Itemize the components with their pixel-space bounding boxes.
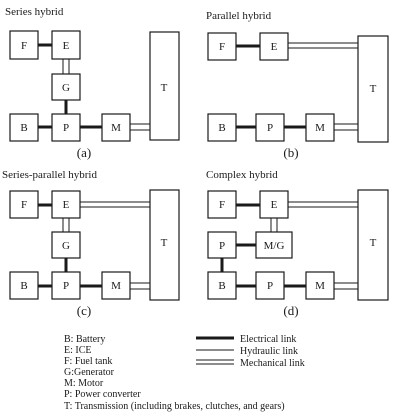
panel-a-title: Series hybrid — [5, 6, 64, 18]
panel-a-caption: (a) — [76, 145, 92, 160]
panel-series-parallel-hybrid — [2, 169, 179, 318]
svg-text:F: F — [218, 41, 226, 53]
panel-d-title: Complex hybrid — [206, 169, 278, 181]
svg-text:M: M — [315, 280, 325, 292]
legend-abbrev: T: Transmission (including brakes, clutches, and gears) — [64, 401, 285, 412]
svg-text:P: P — [218, 240, 226, 252]
svg-text:M: M — [111, 122, 121, 134]
panel-parallel-hybrid — [206, 10, 388, 160]
legend-link-label: Mechanical link — [240, 358, 305, 369]
panel-c-caption: (c) — [76, 303, 92, 318]
svg-text:F: F — [20, 199, 28, 211]
panel-series-hybrid — [5, 6, 179, 160]
legend-abbrev: E: ICE — [64, 345, 92, 356]
panel-complex-hybrid — [206, 169, 388, 318]
panel-b-title: Parallel hybrid — [206, 10, 272, 22]
panel-b-caption: (b) — [283, 145, 299, 160]
svg-text:B: B — [218, 122, 226, 134]
svg-text:B: B — [218, 280, 226, 292]
panel-c-title: Series-parallel hybrid — [2, 169, 97, 181]
svg-text:P: P — [266, 280, 274, 292]
svg-text:T: T — [369, 83, 377, 95]
svg-text:P: P — [266, 122, 274, 134]
legend-link-types — [196, 334, 305, 369]
svg-text:M: M — [315, 122, 325, 134]
svg-text:P: P — [62, 122, 70, 134]
legend-abbrev: G:Generator — [64, 367, 114, 378]
svg-text:E: E — [62, 199, 70, 211]
legend-abbrev: P: Power converter — [64, 389, 141, 400]
svg-text:M: M — [111, 280, 121, 292]
svg-text:G: G — [62, 82, 70, 94]
panel-d-caption: (d) — [283, 303, 299, 318]
svg-text:G: G — [62, 240, 70, 252]
svg-text:E: E — [270, 199, 278, 211]
legend-abbrev: F: Fuel tank — [64, 356, 113, 367]
legend-link-label: Hydraulic link — [240, 346, 299, 357]
svg-text:F: F — [218, 199, 226, 211]
svg-text:B: B — [20, 122, 28, 134]
svg-text:T: T — [369, 237, 377, 249]
svg-text:F: F — [20, 40, 28, 52]
legend-link-label: Electrical link — [240, 334, 297, 345]
svg-text:B: B — [20, 280, 28, 292]
svg-text:M/G: M/G — [263, 240, 285, 252]
svg-text:P: P — [62, 280, 70, 292]
legend-abbrev: M: Motor — [64, 378, 104, 389]
svg-text:E: E — [62, 40, 70, 52]
svg-text:E: E — [270, 41, 278, 53]
svg-text:T: T — [160, 82, 168, 94]
svg-text:T: T — [160, 237, 168, 249]
legend-abbrev: B: Battery — [64, 334, 106, 345]
